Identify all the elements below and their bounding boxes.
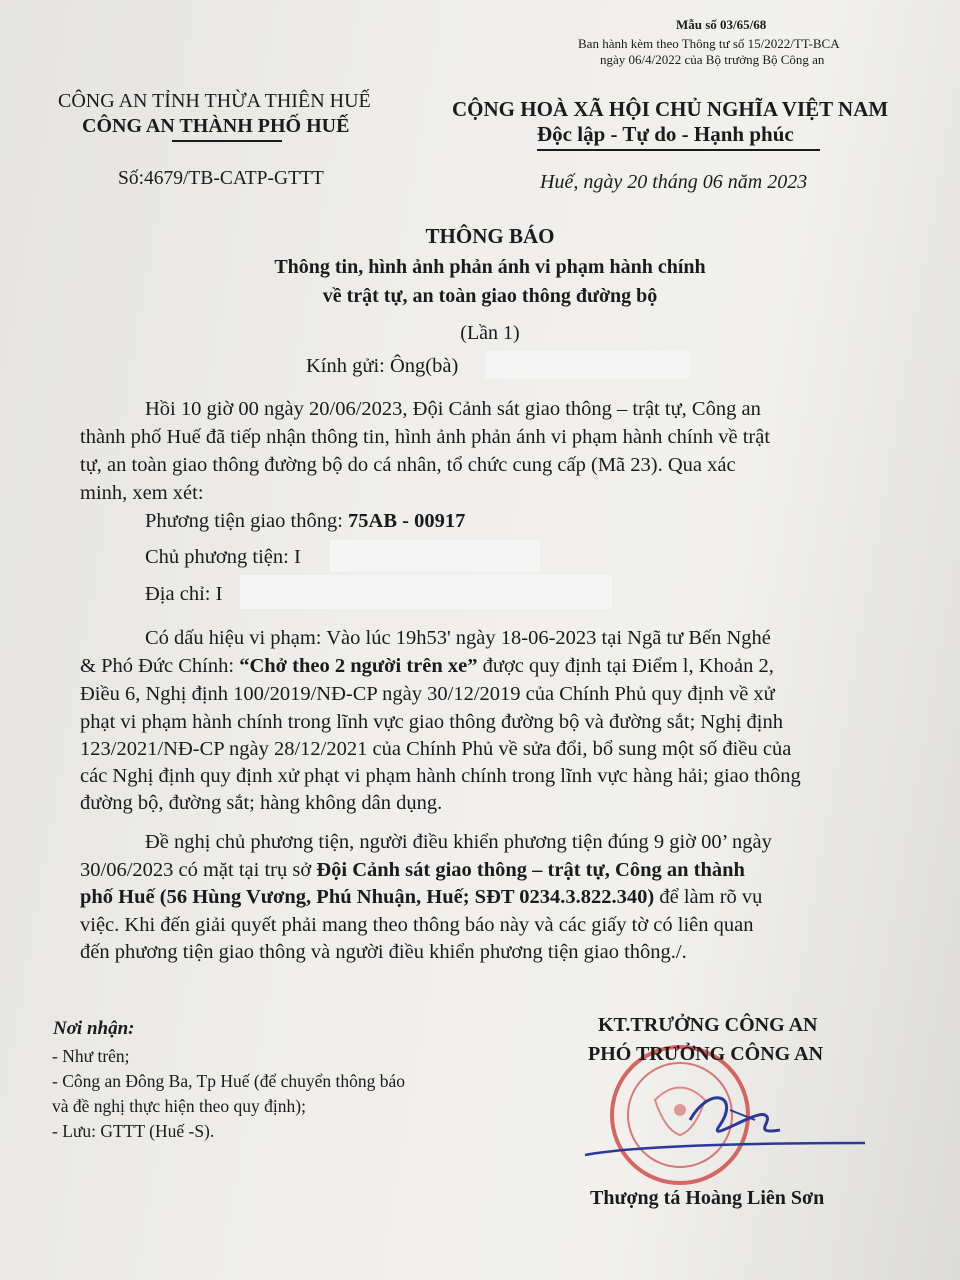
agency-parent: CÔNG AN TỈNH THỪA THIÊN HUẾ: [58, 90, 371, 112]
para3-line4: việc. Khi đến giải quyết phải mang theo thông báo này và các giấy tờ có liên quan: [80, 914, 754, 936]
signer-role-2: PHÓ TRƯỞNG CÔNG AN: [588, 1043, 824, 1065]
recipient-item: - Công an Đông Ba, Tp Huế (để chuyển thông báo: [52, 1071, 406, 1091]
para2-line5: 123/2021/NĐ-CP ngày 28/12/2021 của Chính Phủ về sửa đổi, bổ sung một số điều của: [80, 738, 792, 760]
para2-line4: phạt vi phạm hành chính trong lĩnh vực giao thông đường bộ và đường sắt; Nghị định: [80, 711, 783, 733]
nation-motto: Độc lập - Tự do - Hạnh phúc: [537, 122, 794, 146]
agency-underline: [172, 140, 282, 142]
para3-line2: [80, 856, 745, 884]
address-label: Địa chỉ:: [145, 583, 216, 605]
place-date: Huế, ngày 20 tháng 06 năm 2023: [540, 171, 808, 193]
office-address: phố Huế (56 Hùng Vương, Phú Nhuận, Huế; SĐT 0234.3.822.340): [80, 886, 655, 908]
form-issued-line1: Ban hành kèm theo Thông tư số 15/2022/TT-BCA: [578, 36, 840, 51]
para1-line3: tự, an toàn giao thông đường bộ do cá nhân, tổ chức cung cấp (Mã 23). Qua xác: [80, 454, 736, 476]
nation-title: CỘNG HOÀ XÃ HỘI CHỦ NGHĨA VIỆT NAM: [452, 97, 889, 121]
signer-name: Thượng tá Hoàng Liên Sơn: [590, 1187, 825, 1209]
salutation-label: Kính gửi: Ông(bà): [306, 355, 459, 377]
office-name: Đội Cảnh sát giao thông – trật tự, Công an thành: [316, 859, 745, 881]
redacted-owner: [330, 540, 540, 572]
para3-line3: [80, 883, 762, 911]
para2-line7: đường bộ, đường sắt; hàng không dân dụng.: [80, 792, 443, 814]
notice-round: (Lần 1): [460, 322, 520, 344]
form-issued-line2: ngày 06/4/2022 của Bộ trưởng Bộ Công an: [600, 52, 825, 67]
para1-line2: thành phố Huế đã tiếp nhận thông tin, hình ảnh phản ánh vi phạm hành chính về trật: [80, 426, 771, 448]
violation-description: “Chở theo 2 người trên xe”: [239, 655, 478, 677]
recipient-item: và đề nghị thực hiện theo quy định);: [52, 1096, 306, 1116]
para2-line3: Điều 6, Nghị định 100/2019/NĐ-CP ngày 30/12/2019 của Chính Phủ quy định về xử: [80, 683, 775, 705]
notice-subtitle-1: Thông tin, hình ảnh phản ánh vi phạm hành chính: [274, 256, 706, 278]
signer-role-1: KT.TRƯỞNG CÔNG AN: [598, 1014, 818, 1036]
recipient-item: - Lưu: GTTT (Huế -S).: [52, 1121, 215, 1141]
redacted-address: [240, 575, 612, 609]
notice-title: THÔNG BÁO: [425, 224, 555, 248]
para2-line2-c: được quy định tại Điểm l, Khoản 2,: [477, 655, 774, 677]
owner-line: [145, 543, 301, 571]
recipients-title: Nơi nhận:: [53, 1018, 135, 1039]
signature-scribble: [580, 1075, 870, 1175]
recipient-item: - Như trên;: [52, 1046, 130, 1066]
para2-line2-a: & Phó Đức Chính:: [80, 655, 240, 677]
para3-line2-a: 30/06/2023 có mặt tại trụ sở: [80, 859, 317, 881]
para2-line6: các Nghị định quy định xử phạt vi phạm hành chính trong lĩnh vực hàng hải; giao thông: [80, 765, 801, 787]
agency-name: CÔNG AN THÀNH PHỐ HUẾ: [82, 115, 350, 137]
para3-line3-b: để làm rõ vụ: [654, 886, 763, 908]
vehicle-line: [145, 507, 465, 535]
address-initial: I: [215, 583, 223, 605]
notice-subtitle-2: về trật tự, an toàn giao thông đường bộ: [322, 285, 658, 307]
redacted-recipient: [485, 351, 690, 379]
para2-line1: Có dấu hiệu vi phạm: Vào lúc 19h53' ngày 18-06-2023 tại Ngã tư Bến Nghé: [145, 627, 771, 649]
vehicle-label: Phương tiện giao thông:: [145, 510, 349, 532]
para2-line2: [80, 652, 774, 680]
form-code: Mẫu số 03/65/68: [676, 17, 767, 32]
para1-line4: minh, xem xét:: [80, 482, 204, 504]
para3-line5: đến phương tiện giao thông và người điều khiển phương tiện giao thông./.: [80, 941, 687, 963]
motto-underline: [537, 149, 820, 151]
vehicle-plate: 75AB - 00917: [348, 510, 466, 532]
para1-line1: Hồi 10 giờ 00 ngày 20/06/2023, Đội Cảnh sát giao thông – trật tự, Công an: [145, 398, 761, 420]
document-number: Số:4679/TB-CATP-GTTT: [118, 168, 324, 189]
owner-label: Chủ phương tiện:: [145, 546, 294, 568]
owner-initial: I: [293, 546, 301, 568]
address-line: [145, 580, 222, 608]
para3-line1: Đề nghị chủ phương tiện, người điều khiển phương tiện đúng 9 giờ 00’ ngày: [145, 831, 772, 853]
